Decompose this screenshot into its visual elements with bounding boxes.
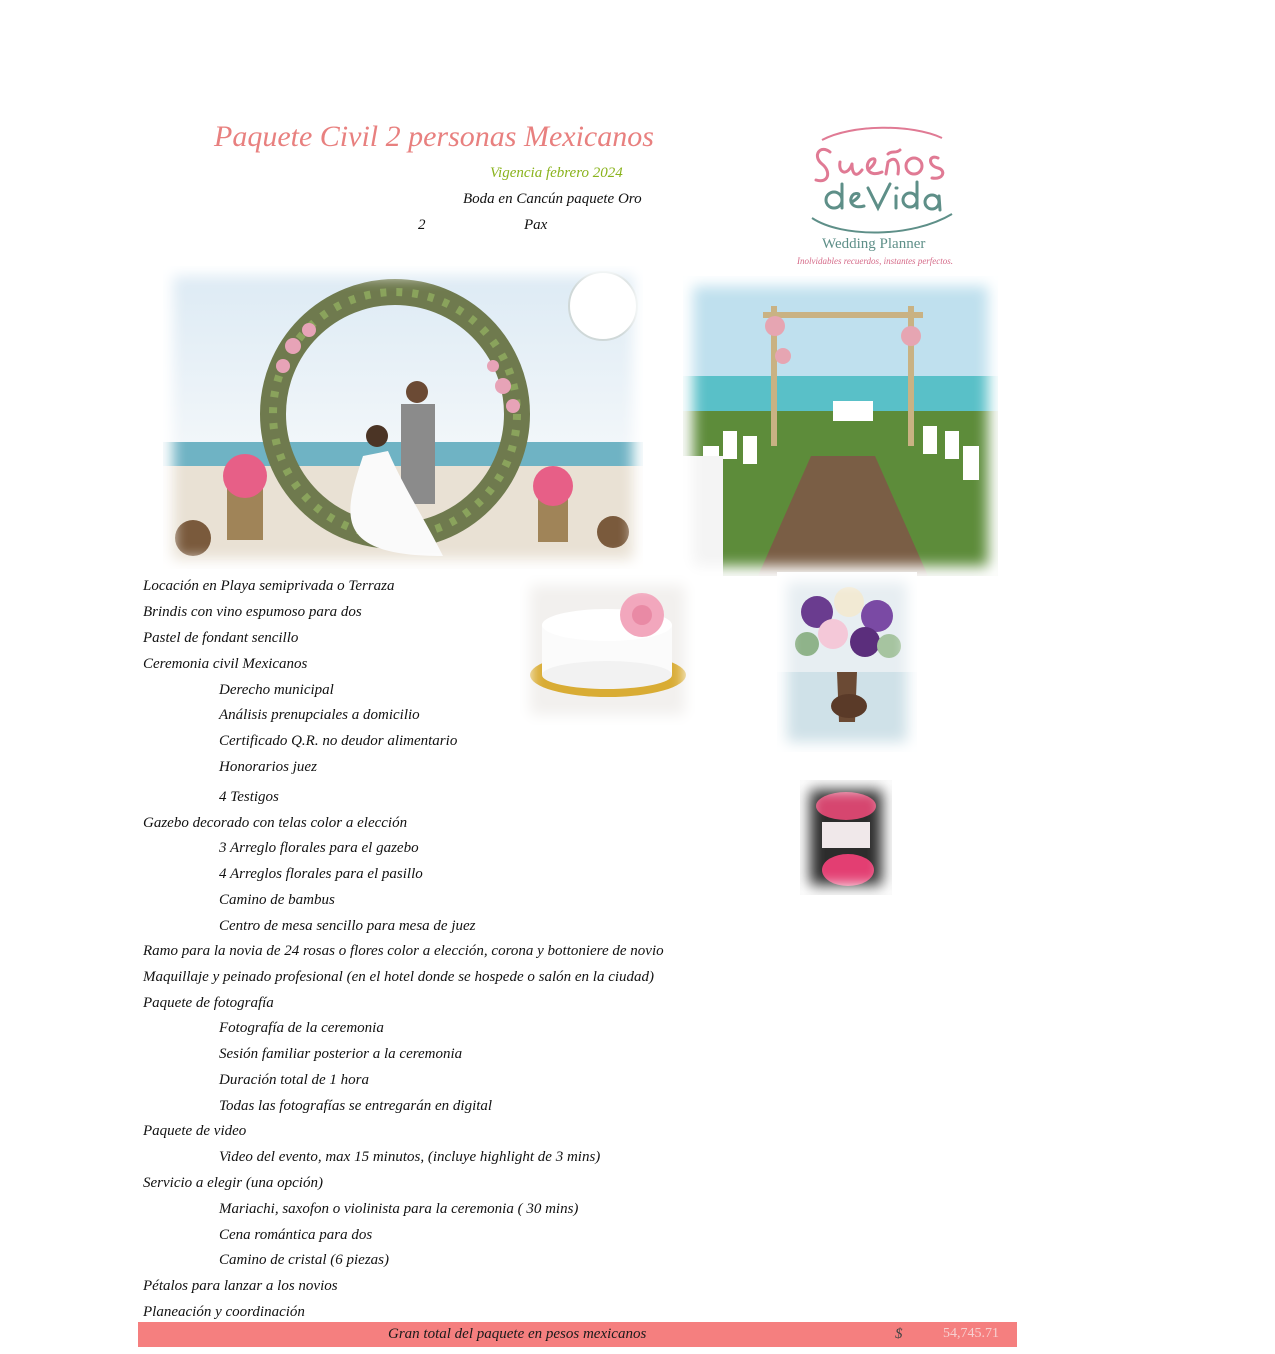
- list-item: Fotografía de la ceremonia: [219, 1020, 384, 1036]
- list-item: 3 Arreglo florales para el gazebo: [219, 840, 419, 856]
- list-item: Camino de cristal (6 piezas): [219, 1252, 389, 1268]
- list-item: Sesión familiar posterior a la ceremonia: [219, 1046, 463, 1062]
- list-item: Planeación y coordinación: [143, 1304, 305, 1320]
- list-item: Paquete de fotografía: [143, 995, 274, 1011]
- list-item: Locación en Playa semiprivada o Terraza: [143, 578, 395, 594]
- photo-bouquet-frame: [777, 572, 917, 752]
- list-item: Mariachi, saxofon o violinista para la ceremonia ( 30 mins): [219, 1201, 579, 1217]
- list-item: Duración total de 1 hora: [219, 1072, 369, 1088]
- list-item: Video del evento, max 15 minutos, (incluye highlight de 3 mins): [219, 1149, 601, 1165]
- grand-total-amount: 54,745.71: [943, 1326, 999, 1341]
- list-item: Brindis con vino espumoso para dos: [143, 604, 362, 620]
- pax-label: Pax: [524, 217, 548, 233]
- list-item: Pétalos para lanzar a los novios: [143, 1278, 338, 1294]
- photo-beach-arch-frame: [163, 266, 643, 569]
- list-item: Pastel de fondant sencillo: [143, 630, 299, 646]
- list-item: Gazebo decorado con telas color a elección: [143, 815, 408, 831]
- pax-count: 2: [418, 217, 426, 233]
- list-item: 4 Arreglos florales para el pasillo: [219, 866, 423, 882]
- list-item: Camino de bambus: [219, 892, 335, 908]
- list-item: Cena romántica para dos: [219, 1227, 373, 1243]
- photo-fondant-cake-frame: [520, 575, 695, 725]
- list-item: 4 Testigos: [219, 789, 279, 805]
- list-item: Servicio a elegir (una opción): [143, 1175, 323, 1191]
- list-item: Todas las fotografías se entregarán en digital: [219, 1098, 493, 1114]
- list-item: Análisis prenupciales a domicilio: [219, 707, 420, 723]
- page-title: Paquete Civil 2 personas Mexicanos: [214, 120, 654, 153]
- list-item: Ramo para la novia de 24 rosas o flores color a elección, corona y bottoniere de novio: [143, 943, 664, 959]
- validity-text: Vigencia febrero 2024: [490, 165, 623, 181]
- photo-gazebo-aisle-frame: [683, 276, 998, 576]
- logo-tagline: Inolvidables recuerdos, instantes perfectos.: [797, 256, 954, 266]
- list-item: Maquillaje y peinado profesional (en el hotel donde se hospede o salón en la ciudad): [143, 969, 655, 985]
- logo-wedding-planner: Wedding Planner: [822, 236, 926, 252]
- grand-total-currency: $: [895, 1326, 903, 1342]
- list-item: Centro de mesa sencillo para mesa de juez: [219, 918, 476, 934]
- list-item: Derecho municipal: [219, 682, 334, 698]
- list-item: Certificado Q.R. no deudor alimentario: [219, 733, 458, 749]
- list-item: Ceremonia civil Mexicanos: [143, 656, 308, 672]
- list-item: Honorarios juez: [219, 759, 317, 775]
- package-subtitle: Boda en Cancún paquete Oro: [463, 191, 642, 207]
- photo-petals-frame: [800, 780, 892, 895]
- list-item: Paquete de video: [143, 1123, 247, 1139]
- grand-total-bar: [138, 1322, 1017, 1347]
- grand-total-label: Gran total del paquete en pesos mexicanos: [388, 1326, 647, 1342]
